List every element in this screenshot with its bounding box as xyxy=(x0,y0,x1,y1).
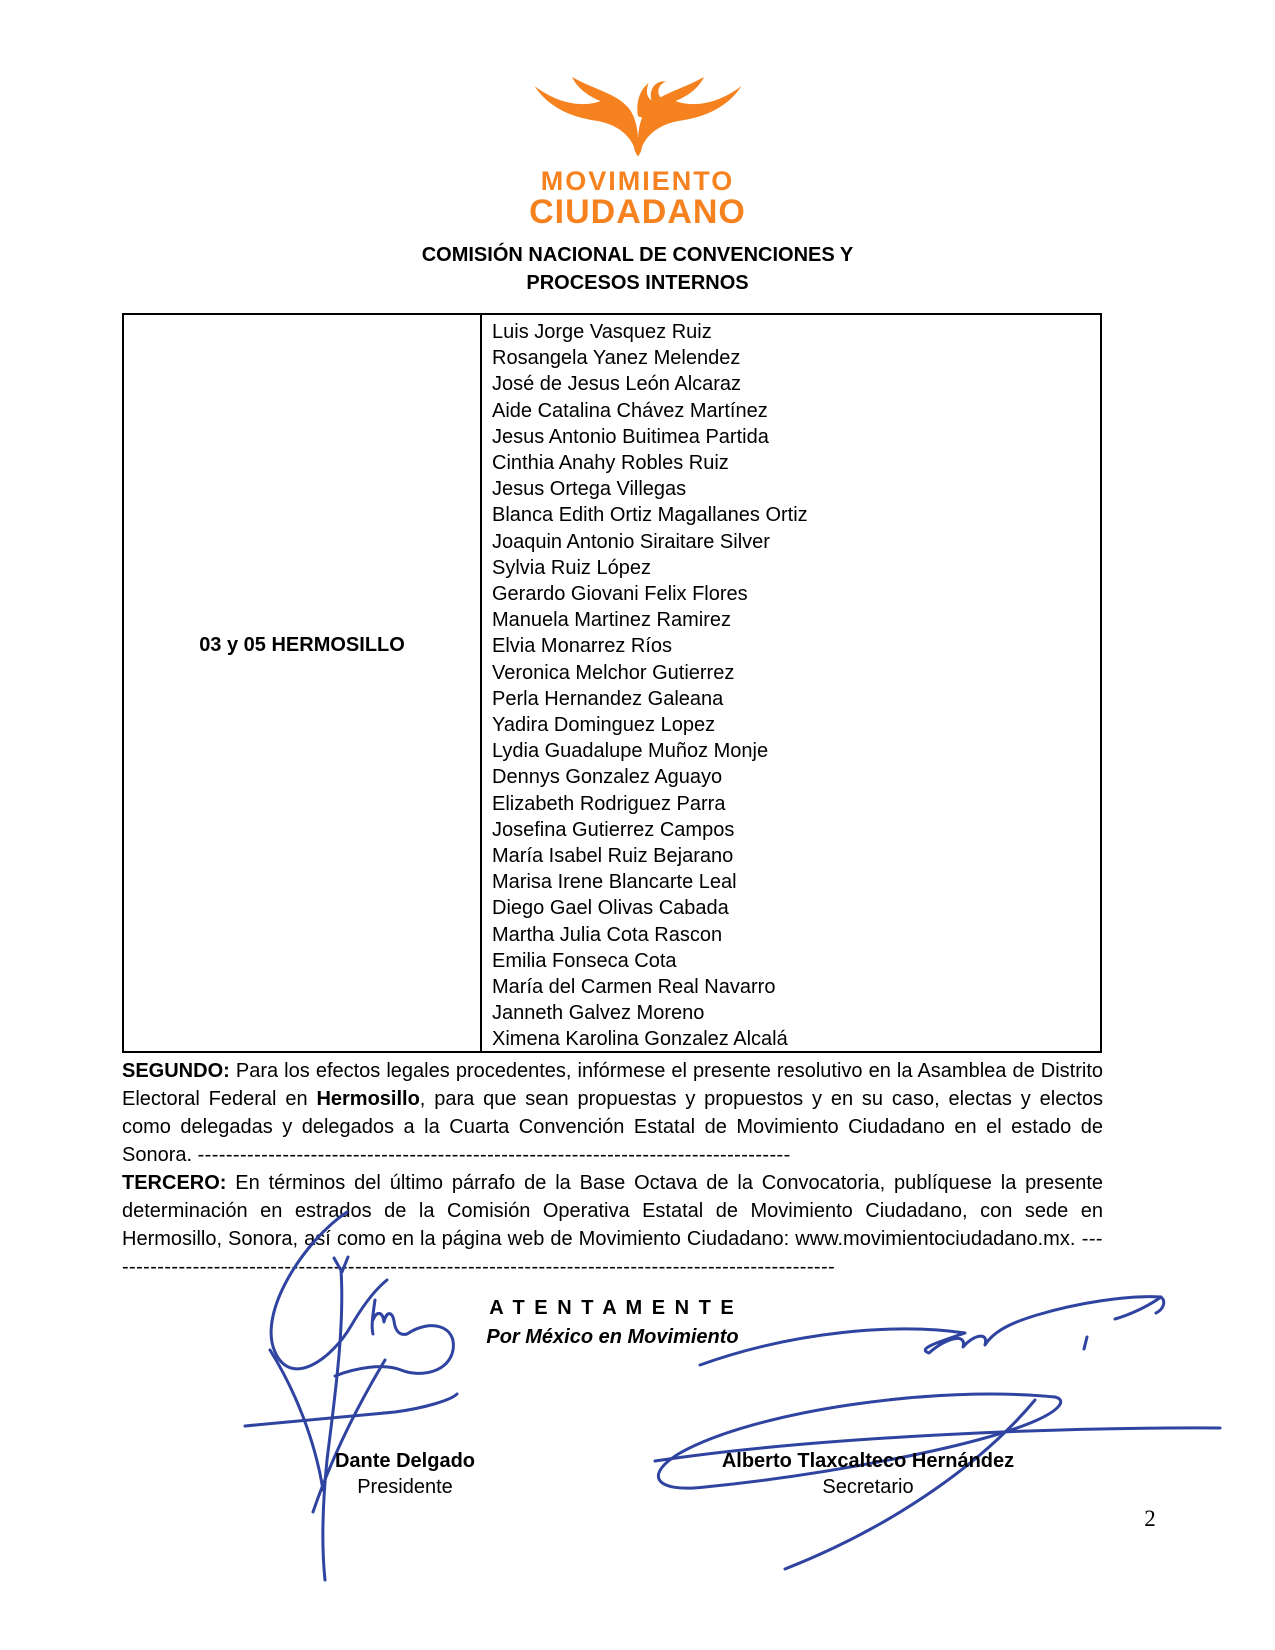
list-item: Manuela Martinez Ramirez xyxy=(492,609,731,632)
closing-block xyxy=(122,1297,1103,1349)
phoenix-eagle-icon xyxy=(512,74,764,164)
list-item: Sylvia Ruiz López xyxy=(492,556,651,579)
district-cell xyxy=(124,315,482,1051)
brand-wordmark-line1: MOVIMIENTO xyxy=(540,166,735,196)
list-item: Emilia Fonseca Cota xyxy=(492,949,677,972)
document-title-line2: PROCESOS INTERNOS xyxy=(526,272,749,294)
signer-role-presidente: Presidente xyxy=(357,1476,453,1498)
list-item: Gerardo Giovani Felix Flores xyxy=(492,583,748,606)
list-item: Janneth Galvez Moreno xyxy=(492,1002,705,1025)
resolution-body xyxy=(122,1057,1103,1281)
logo-block xyxy=(0,74,1275,232)
tercero-text: En términos del último párrafo de la Base Octava de la Convocatoria, publíquese la presente determinación en estrados de la Comisión Operativa Estatal de Movimiento Ciudadano, con sede en Hermosillo, Sonora, así como en la página web de Movimiento Ciudadano: xyxy=(122,1172,1103,1250)
list-item: Veronica Melchor Gutierrez xyxy=(492,661,735,684)
segundo-filler-dashes: ------------------------------------------------------------------------------------ xyxy=(197,1144,791,1166)
paragraph-segundo xyxy=(122,1057,1103,1169)
signer-name-secretario: Alberto Tlaxcalteco Hernández xyxy=(721,1450,1015,1472)
tercero-filler-dashes: -------------------------------------------------------------------------------------------------------- xyxy=(122,1228,1103,1278)
names-cell xyxy=(482,315,1100,1051)
document-title-line1: COMISIÓN NACIONAL DE CONVENCIONES Y xyxy=(421,244,854,266)
page-number: 2 xyxy=(1144,1506,1156,1531)
list-item: Perla Hernandez Galeana xyxy=(492,687,724,710)
district-label: 03 y 05 HERMOSILLO xyxy=(199,633,405,656)
hermosillo-bold: Hermosillo xyxy=(316,1088,420,1110)
atentamente-heading: A T E N T A M E N T E xyxy=(489,1297,736,1319)
list-item: Aide Catalina Chávez Martínez xyxy=(492,399,768,422)
list-item: Jesus Antonio Buitimea Partida xyxy=(492,425,769,448)
list-item: Marisa Irene Blancarte Leal xyxy=(492,871,737,894)
delegates-table xyxy=(122,313,1102,1053)
brand-wordmark-line2: CIUDADANO xyxy=(529,193,746,232)
segundo-label: SEGUNDO: xyxy=(122,1060,230,1082)
signature-block-secretario xyxy=(640,1448,1096,1500)
document-title xyxy=(0,241,1275,297)
party-slogan: Por México en Movimiento xyxy=(486,1326,739,1348)
signer-role-secretario: Secretario xyxy=(822,1476,914,1498)
list-item: Joaquin Antonio Siraitare Silver xyxy=(492,530,770,553)
list-item: Yadira Dominguez Lopez xyxy=(492,714,716,737)
list-item: Elizabeth Rodriguez Parra xyxy=(492,792,726,815)
signature-block-presidente xyxy=(245,1448,565,1500)
list-item: María del Carmen Real Navarro xyxy=(492,976,776,999)
list-item: José de Jesus León Alcaraz xyxy=(492,373,742,396)
list-item: Josefina Gutierrez Campos xyxy=(492,818,735,841)
website-url: www.movimientociudadano.mx. xyxy=(795,1228,1076,1250)
paragraph-tercero xyxy=(122,1169,1103,1281)
segundo-text-after: , para que sean propuestas y propuestos y en su caso, electas y electos como delegadas y delegados a la Cuarta Convención Estatal de Movimiento Ciudadano en el estado de Sonora. xyxy=(122,1088,1103,1166)
list-item: Jesus Ortega Villegas xyxy=(492,478,687,501)
list-item: Rosangela Yanez Melendez xyxy=(492,347,741,370)
tercero-label: TERCERO: xyxy=(122,1172,227,1194)
list-item: Ximena Karolina Gonzalez Alcalá xyxy=(492,1028,788,1051)
segundo-text-before: Para los efectos legales procedentes, infórmese el presente resolutivo en la Asamblea de Distrito Electoral Federal en xyxy=(122,1060,1103,1110)
list-item: Dennys Gonzalez Aguayo xyxy=(492,766,723,789)
list-item: María Isabel Ruiz Bejarano xyxy=(492,845,734,868)
list-item: Blanca Edith Ortiz Magallanes Ortiz xyxy=(492,504,808,527)
list-item: Lydia Guadalupe Muñoz Monje xyxy=(492,740,769,763)
list-item: Luis Jorge Vasquez Ruiz xyxy=(492,321,712,343)
list-item: Martha Julia Cota Rascon xyxy=(492,923,723,946)
list-item: Elvia Monarrez Ríos xyxy=(492,635,673,658)
signer-name-presidente: Dante Delgado xyxy=(334,1450,476,1472)
list-item: Cinthia Anahy Robles Ruiz xyxy=(492,452,729,475)
list-item: Diego Gael Olivas Cabada xyxy=(492,897,729,920)
